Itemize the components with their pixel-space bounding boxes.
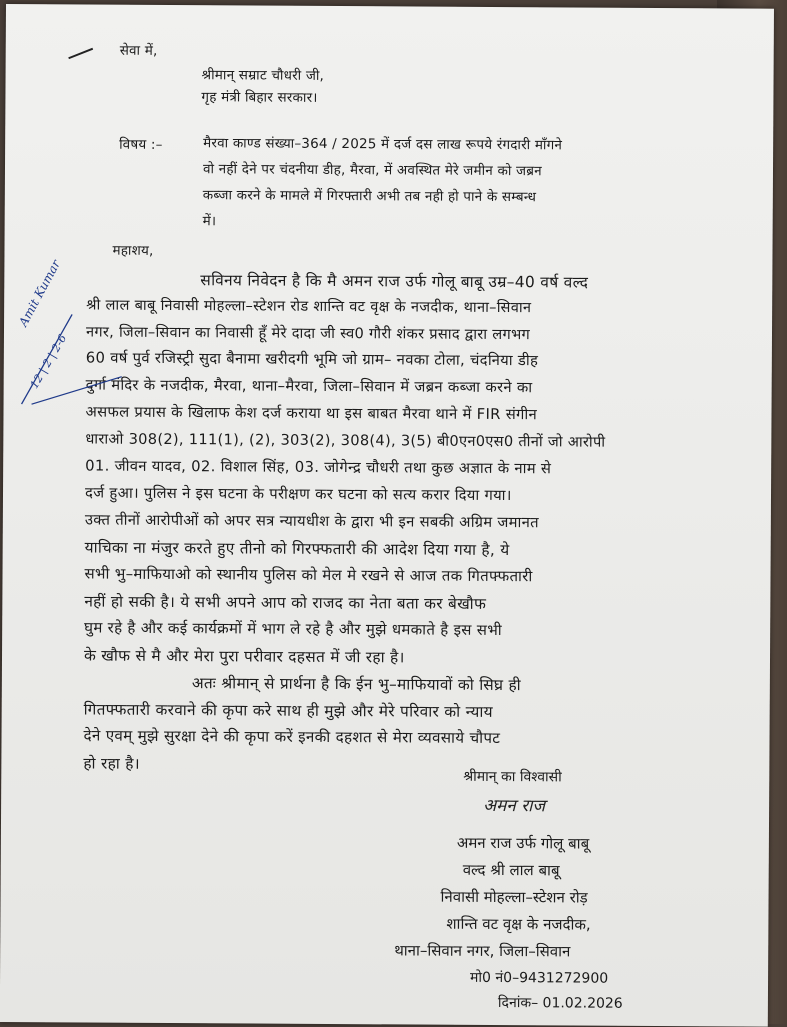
body-line: उक्त तीनों आरोपीओं को अपर सत्र न्यायधीश के द्वारा भी इन सबकी अग्रिम जमानत — [84, 511, 539, 532]
body-line: 60 वर्ष पुर्व रजिस्ट्री सुदा बैनामा खरीदगी भूमि जो ग्राम– नवका टोला, चंदनिया डीह — [85, 349, 539, 370]
body-line: गितफ्फतारी करवाने की कृपा करे साथ ही मुझे और मेरे परिवार को न्याय — [83, 700, 493, 721]
salutation-to: सेवा में, — [119, 42, 158, 59]
body-line: देने एवम् मुझे सुरक्षा देने की कृपा करें इनकी दहशत से मेरा व्यवसाये चौपट — [83, 726, 501, 748]
sender-line: शान्ति वट वृक्ष के नजदीक, — [446, 914, 591, 934]
body-line: धाराओ 308(2), 111(1), (2), 303(2), 308(4), 3(5) बी0एन0एस0 तीनों जो आरोपी — [85, 430, 606, 451]
body-line: सभी भु–माफियाओ को स्थानीय पुलिस को मेल मे रखने से आज तक गितफ्फतारी — [84, 564, 533, 586]
body-line: 01. जीवन यादव, 02. विशाल सिंह, 03. जोगेन्द्र चौधरी तथा कुछ अज्ञात के नाम से — [85, 457, 552, 478]
letter-page — [0, 4, 774, 1027]
subject-label: विषय :– — [119, 136, 163, 153]
sender-line: वल्द श्री लाल बाबू — [462, 860, 560, 880]
subject-line: में। — [202, 213, 217, 230]
body-line: श्री लाल बाबू निवासी मोहल्ला–स्टेशन रोड शान्ति वट वृक्ष के नजदीक, थाना–सिवान — [86, 296, 532, 317]
margin-pen-strokes — [11, 304, 132, 415]
body-line: याचिका ना मंजुर करते हुए तीनो को गिरफ्फतारी की आदेश दिया गया है, ये — [84, 538, 510, 560]
margin-handwritten-date: 12 | 2 | 2-6 — [27, 332, 70, 391]
recipient-name: श्रीमान् सम्राट चौधरी जी, — [201, 67, 325, 84]
body-line: दर्ज हुआ। पुलिस ने इस घटना के परीक्षण कर घटना को सत्य करार दिया गया। — [84, 484, 512, 505]
body-line: असफल प्रयास के खिलाफ केश दर्ज कराया था इस बाबत मैरवा थाने में FIR संगीन — [85, 403, 538, 424]
sender-line: अमन राज उर्फ गोलू बाबू — [456, 833, 590, 853]
sender-phone: मो0 नं0–9431272900 — [470, 969, 609, 987]
subject-line: वो नहीं देने पर चंदनीया डीह, मैरवा, में अवस्थित मेरे जमीन को जब्रन — [202, 161, 542, 180]
sender-line: थाना–सिवान नगर, जिला–सिवान — [394, 941, 571, 961]
body-line: हो रहा है। — [83, 754, 140, 773]
body-line: सविनय निवेदन है कि मै अमन राज उर्फ गोलू बाबू उम्र–40 वर्ष वल्द — [200, 271, 589, 292]
body-line: दुर्गा मंदिर के नजदीक, मैरवा, थाना–मैरवा, जिला–सिवान में जब्रन कब्जा करने का — [85, 376, 533, 397]
margin-name: Amit Kumar — [16, 257, 64, 329]
handwritten-signature: अमन राज — [483, 795, 546, 817]
body-line: अतः श्रीमान् से प्रार्थना है कि ईन भु–माफियावों को सिघ्र ही — [191, 674, 522, 695]
pen-dash-mark — [68, 48, 93, 59]
greeting: महाशय, — [112, 242, 154, 259]
body-line: नहीं हो सकी है। ये सभी अपने आप को राजद का नेता बता कर बेखौफ — [84, 592, 487, 613]
sender-date: दिनांक– 01.02.2026 — [497, 995, 623, 1012]
sender-line: निवासी मोहल्ला–स्टेशन रोड़ — [440, 887, 588, 907]
subject-line: मैरवा काण्ड संख्या–364 / 2025 में दर्ज दस लाख रूपये रंगदारी माँगने — [203, 135, 563, 154]
subject-line: कब्जा करने के मामले में गिरफ्तारी अभी तब नही हो पाने के सम्बन्ध — [202, 187, 537, 206]
body-line: नगर, जिला–सिवान का निवासी हूँ मेरे दादा जी स्व0 गौरी शंकर प्रसाद द्वारा लगभग — [85, 323, 531, 344]
recipient-title: गृह मंत्री बिहार सरकार। — [201, 89, 318, 106]
body-line: घुम रहे है और कई कार्यक्रमों में भाग ले रहे है और मुझे धमकाते है इस सभी — [84, 618, 503, 640]
body-line: के खौफ से मै और मेरा पुरा परीवार दहसत में जी रहा है। — [83, 646, 405, 667]
closing: श्रीमान् का विश्वासी — [463, 768, 562, 786]
